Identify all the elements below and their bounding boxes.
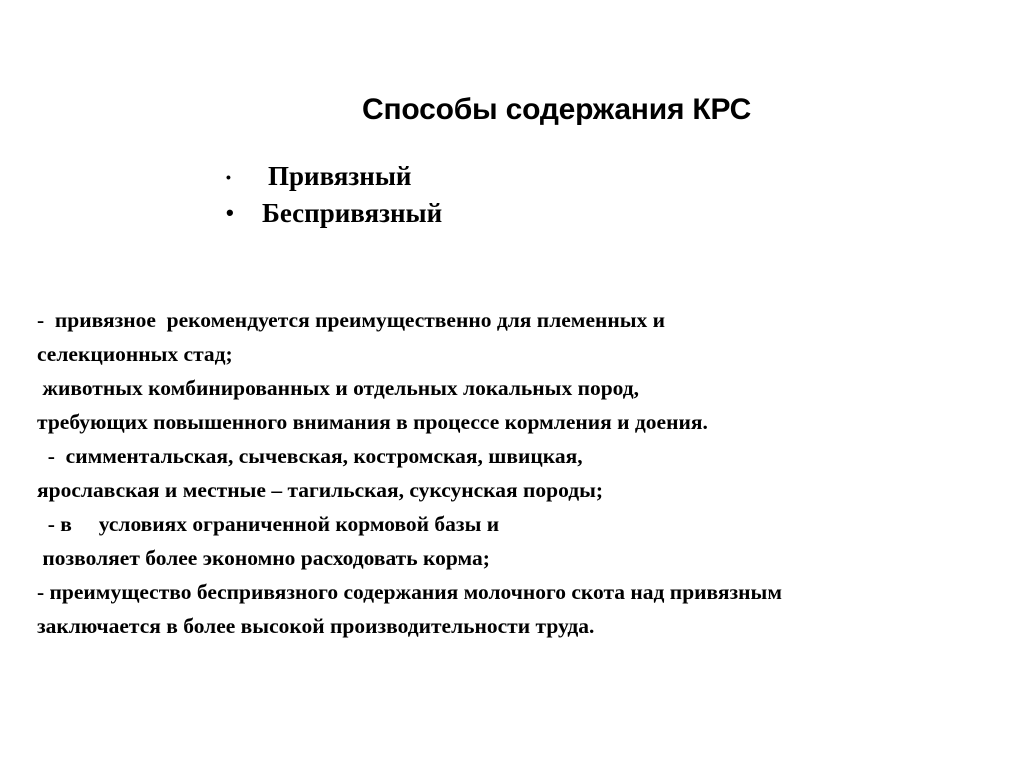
paragraph-line: заключается в более высокой производительности труда. (37, 614, 595, 638)
bullet-dot-icon: • (226, 169, 231, 185)
paragraph-line: - привязное рекомендуется преимущественно для племенных и (37, 308, 666, 332)
bullet-dot-icon: • (226, 200, 234, 225)
bullet-list (222, 158, 622, 232)
slide-title: Способы содержания КРС (362, 93, 752, 126)
bullet-item-tethered (222, 158, 622, 194)
paragraph-line: животных комбинированных и отдельных локальных пород, (37, 376, 640, 400)
paragraph-line: позволяет более экономно расходовать корма; (37, 546, 490, 570)
bullet-item-loose (222, 194, 622, 232)
paragraph-line: требующих повышенного внимания в процессе кормления и доения. (37, 410, 708, 434)
paragraph-line: ярославская и местные – тагильская, суксунская породы; (37, 478, 604, 502)
body-paragraph (37, 303, 1024, 643)
paragraph-line: - симментальская, сычевская, костромская, швицкая, (37, 444, 583, 468)
paragraph-line: селекционных стад; (37, 342, 233, 366)
paragraph-line: - преимущество беспривязного содержания молочного скота над привязным (37, 580, 782, 604)
paragraph-line: - в условиях ограниченной кормовой базы и (37, 512, 500, 536)
bullet-label: Беспривязный (262, 198, 443, 228)
bullet-label: Привязный (268, 161, 412, 191)
